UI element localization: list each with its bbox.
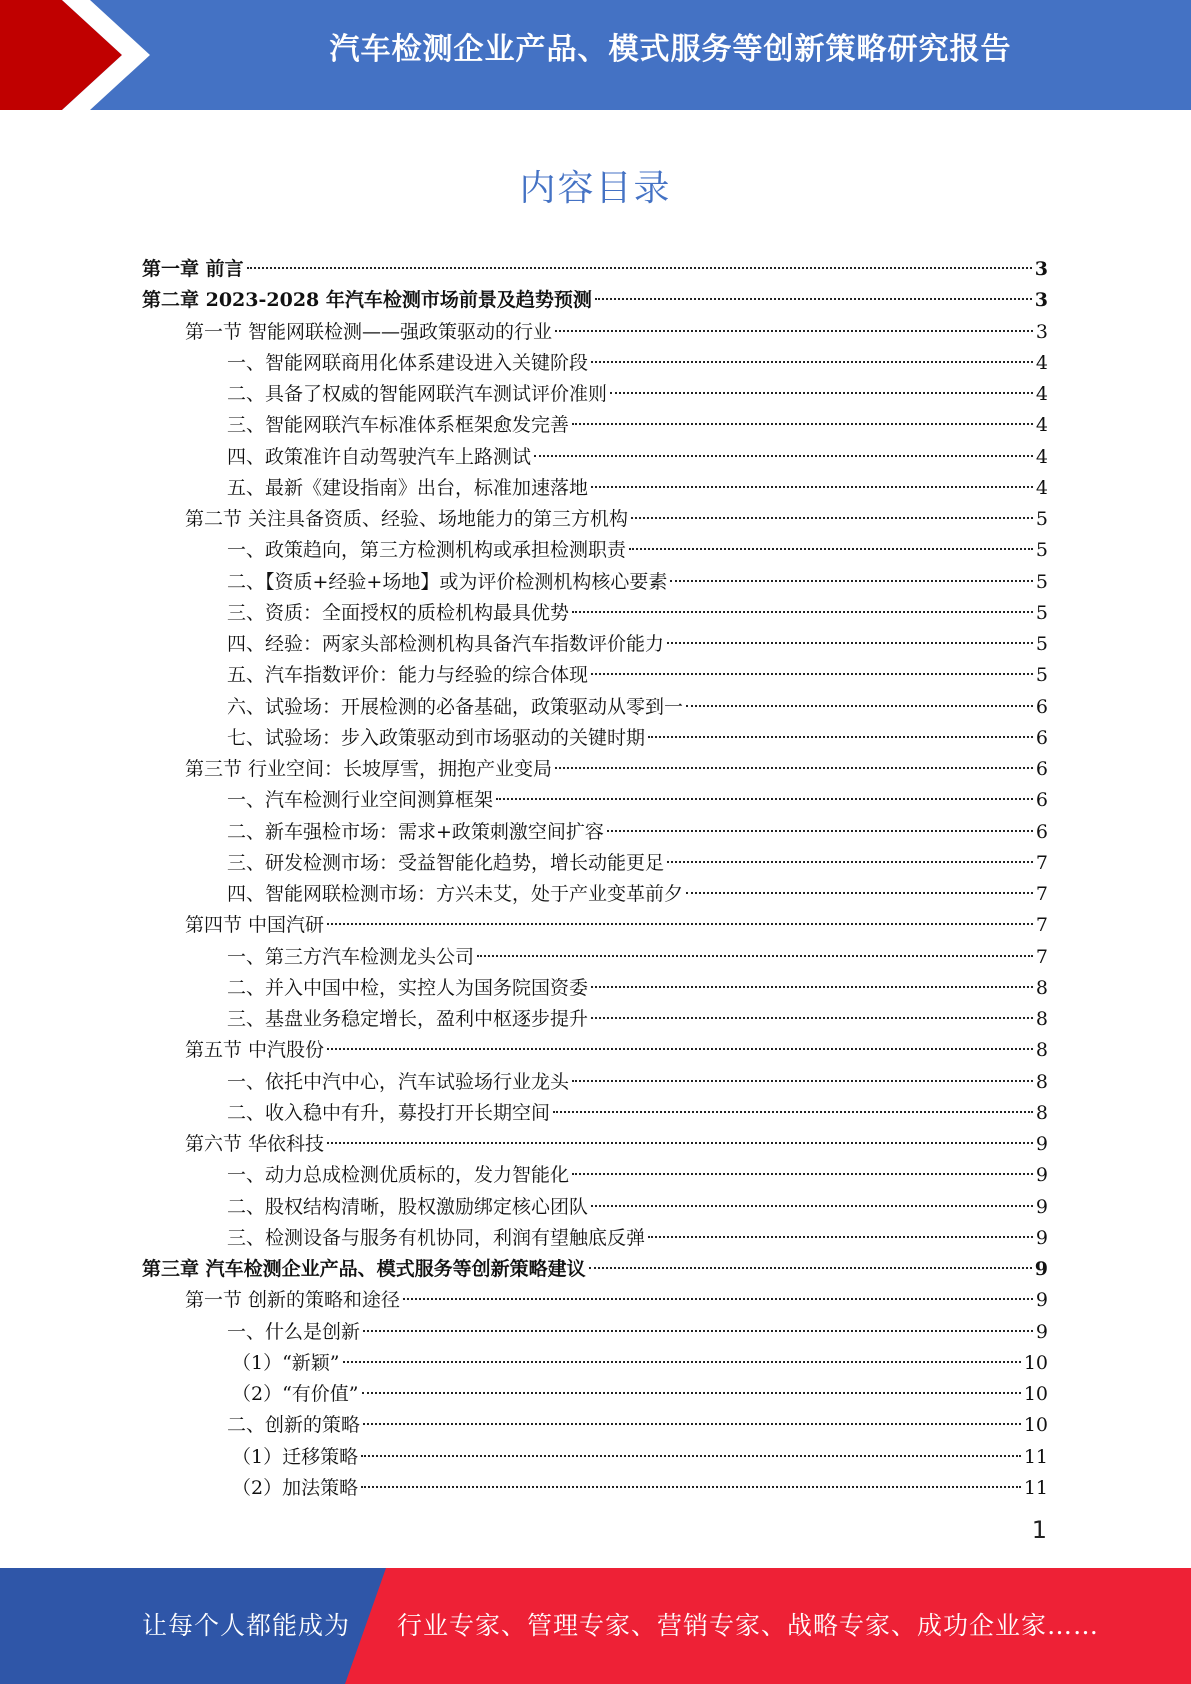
toc-entry-title: 第三节 行业空间：长坡厚雪，拥抱产业变局 [185,758,553,780]
dot-leader [648,1236,1033,1238]
toc-entry-title: （2）“有价值” [232,1383,359,1405]
toc-entry[interactable] [142,723,1048,754]
report-title: 汽车检测企业产品、模式服务等创新策略研究报告 [329,32,1012,67]
dot-leader [327,923,1033,925]
toc-entry-page: 8 [1035,1039,1048,1062]
dot-leader [572,1173,1033,1175]
dot-leader [591,986,1033,988]
toc-entry-page: 8 [1035,976,1048,999]
toc-entry-title: 四、经验：两家头部检测机构具备汽车指数评价能力 [227,633,665,655]
toc-entry-page: 5 [1035,633,1048,655]
toc-entry-title: 第四节 中国汽研 [185,914,325,937]
toc-entry-title: 第一章 前言 [142,258,244,280]
dot-leader [534,455,1033,457]
dot-leader [591,486,1033,488]
toc-entry-title: 七、试验场：步入政策驱动到市场驱动的关键时期 [227,726,646,749]
toc-entry-title: 一、政策趋向，第三方检测机构或承担检测职责 [227,539,627,562]
toc-entry-page: 8 [1035,1101,1048,1124]
toc-entry-page: 8 [1035,1008,1048,1030]
toc-entry[interactable] [142,1473,1048,1504]
toc-entry-title: 第六节 华依科技 [185,1133,325,1155]
toc-entry-page: 4 [1035,414,1048,437]
toc-entry-title: 二、具备了权威的智能网联汽车测试评价准则 [227,383,608,405]
dot-leader [363,1423,1021,1425]
dot-leader [686,892,1033,894]
toc-entry[interactable] [142,785,1048,816]
toc-list [142,254,1048,1504]
toc-entry-page: 9 [1034,1258,1048,1280]
toc-entry[interactable] [142,1223,1048,1254]
toc-entry-page: 9 [1035,1164,1048,1187]
toc-entry-title: 第五节 中汽股份 [185,1039,325,1062]
toc-entry[interactable] [142,1067,1048,1098]
dot-leader [572,423,1033,425]
toc-entry[interactable] [142,629,1048,660]
toc-entry-title: 二、【资质+经验+场地】或为评价检测机构核心要素 [227,570,668,593]
toc-entry-title: 第二节 关注具备资质、经验、场地能力的第三方机构 [185,508,629,530]
dot-leader [610,392,1033,394]
toc-entry-title: （1）“新颖” [232,1351,340,1374]
dot-leader [553,1111,1033,1113]
toc-entry-page: 5 [1035,664,1048,687]
toc-entry-page: 4 [1035,351,1048,374]
toc-entry-title: 三、资质：全面授权的质检机构最具优势 [227,601,570,624]
toc-entry-title: 三、研发检测市场：受益智能化趋势，增长动能更足 [227,851,665,874]
toc-entry[interactable] [142,1442,1048,1473]
toc-entry-page: 3 [1034,258,1048,280]
page-number: 1 [1031,1516,1047,1544]
toc-entry[interactable] [142,410,1048,441]
toc-entry-page: 4 [1035,383,1048,405]
dot-leader [496,798,1033,800]
toc-entry-title: （2）加法策略 [232,1476,359,1499]
toc-entry[interactable] [142,817,1048,848]
toc-entry[interactable] [142,598,1048,629]
dot-leader [591,1017,1033,1019]
dot-leader [361,1486,1021,1488]
toc-entry[interactable] [142,442,1048,473]
dot-leader [629,548,1033,550]
toc-entry-page: 7 [1035,914,1048,937]
dot-leader [670,580,1033,582]
toc-entry[interactable] [142,504,1048,535]
toc-entry-page: 7 [1035,945,1048,968]
toc-entry-page: 6 [1035,758,1048,780]
toc-entry[interactable] [142,692,1048,723]
chevron-logo-icon [0,0,160,110]
dot-leader [363,1330,1033,1332]
dot-leader [361,1455,1021,1457]
toc-entry-title: 一、汽车检测行业空间测算框架 [227,789,494,812]
dot-leader [667,861,1033,863]
toc-entry[interactable] [142,317,1048,348]
toc-entry-page: 6 [1035,726,1048,749]
toc-entry-page: 6 [1035,789,1048,812]
dot-leader [572,1080,1033,1082]
toc-entry[interactable] [142,910,1048,941]
toc-entry-title: 二、股权结构清晰，股权激励绑定核心团队 [227,1195,589,1218]
toc-entry-title: 五、最新《建设指南》出台，标准加速落地 [227,476,589,499]
toc-entry-title: 五、汽车指数评价：能力与经验的综合体现 [227,664,589,687]
toc-entry-title: 第二章 2023-2028 年汽车检测市场前景及趋势预测 [142,289,592,312]
toc-entry-page: 6 [1035,695,1048,718]
toc-entry-title: 三、检测设备与服务有机协同，利润有望触底反弹 [227,1226,646,1249]
toc-entry-page: 4 [1035,476,1048,499]
toc-entry[interactable] [142,1035,1048,1066]
toc-entry[interactable] [142,1317,1048,1348]
dot-leader [327,1048,1033,1050]
toc-entry-page: 10 [1023,1414,1048,1437]
toc-title: 内容目录 [519,168,672,209]
toc-entry[interactable] [142,379,1048,410]
footer-slogan-left: 让每个人都能成为 [142,1611,351,1640]
toc-entry[interactable] [142,348,1048,379]
toc-entry[interactable] [142,1285,1048,1316]
dot-leader [595,298,1032,300]
toc-entry[interactable] [142,1004,1048,1035]
toc-entry-title: 三、智能网联汽车标准体系框架愈发完善 [227,414,570,437]
toc-entry[interactable] [142,973,1048,1004]
toc-entry[interactable] [142,1098,1048,1129]
toc-entry[interactable] [142,754,1048,785]
dot-leader [591,361,1033,363]
dot-leader [343,1361,1021,1363]
toc-entry-title: 一、智能网联商用化体系建设进入关键阶段 [227,351,589,374]
toc-entry[interactable] [142,473,1048,504]
toc-entry[interactable] [142,879,1048,910]
dot-leader [591,673,1033,675]
dot-leader [362,1392,1021,1394]
dot-leader [247,267,1032,269]
toc-entry-title: 六、试验场：开展检测的必备基础，政策驱动从零到一 [227,695,684,718]
toc-entry[interactable] [142,1254,1048,1285]
toc-entry-page: 5 [1035,508,1048,530]
toc-entry-title: 第一节 智能网联检测——强政策驱动的行业 [185,320,553,343]
dot-leader [555,767,1033,769]
toc-entry-title: 一、第三方汽车检测龙头公司 [227,945,475,968]
toc-entry-title: 一、动力总成检测优质标的，发力智能化 [227,1164,570,1187]
dot-leader [327,1142,1033,1144]
toc-entry-title: （1）迁移策略 [232,1445,359,1468]
footer-slogan-right: 行业专家、管理专家、营销专家、战略专家、成功企业家…… [397,1611,1100,1640]
dot-leader [591,1205,1033,1207]
toc-entry-page: 9 [1035,1320,1048,1343]
toc-entry-page: 5 [1035,539,1048,562]
footer-banner [0,1568,1191,1684]
toc-entry-page: 11 [1023,1476,1048,1499]
toc-entry-page: 7 [1035,883,1048,905]
toc-entry-title: 第一节 创新的策略和途径 [185,1289,401,1312]
toc-entry-page: 6 [1035,820,1048,843]
toc-entry[interactable] [142,1192,1048,1223]
dot-leader [686,705,1033,707]
toc-entry-page: 4 [1035,445,1048,468]
dot-leader [648,736,1033,738]
toc-entry-page: 9 [1035,1289,1048,1312]
toc-entry[interactable] [142,1379,1048,1410]
toc-entry-page: 9 [1035,1226,1048,1249]
toc-entry-title: 四、政策准许自动驾驶汽车上路测试 [227,445,532,468]
toc-entry[interactable] [142,1129,1048,1160]
toc-entry-page: 11 [1023,1445,1048,1468]
toc-entry-title: 二、并入中国中检，实控人为国务院国资委 [227,976,589,999]
toc-entry-title: 二、创新的策略 [227,1414,361,1437]
toc-entry-title: 二、新车强检市场：需求+政策刺激空间扩容 [227,820,604,843]
toc-entry[interactable] [142,535,1048,566]
toc-entry-title: 第三章 汽车检测企业产品、模式服务等创新策略建议 [142,1258,586,1280]
toc-entry[interactable] [142,942,1048,973]
dot-leader [572,611,1033,613]
toc-entry-page: 5 [1035,601,1048,624]
toc-entry-title: 四、智能网联检测市场：方兴未艾，处于产业变革前夕 [227,883,684,905]
dot-leader [555,330,1033,332]
toc-entry[interactable] [142,285,1048,316]
toc-entry-title: 一、什么是创新 [227,1320,361,1343]
header-banner [0,0,1191,110]
dot-leader [607,830,1033,832]
toc-entry-page: 3 [1035,320,1048,343]
toc-entry[interactable] [142,848,1048,879]
toc-entry-page: 9 [1035,1133,1048,1155]
toc-entry[interactable] [142,567,1048,598]
dot-leader [403,1298,1033,1300]
toc-entry-title: 三、基盘业务稳定增长，盈利中枢逐步提升 [227,1008,589,1030]
dot-leader [667,642,1033,644]
toc-entry-title: 二、收入稳中有升，募投打开长期空间 [227,1101,551,1124]
dot-leader [477,955,1033,957]
dot-leader [589,1267,1032,1269]
toc-entry-page: 5 [1035,570,1048,593]
dot-leader [631,517,1033,519]
toc-entry[interactable] [142,1160,1048,1191]
toc-entry-page: 3 [1034,289,1048,312]
toc-entry[interactable] [142,1410,1048,1441]
toc-entry[interactable] [142,1348,1048,1379]
toc-entry-page: 10 [1023,1383,1048,1405]
toc-entry-page: 7 [1035,851,1048,874]
toc-entry[interactable] [142,660,1048,691]
toc-entry-page: 8 [1035,1070,1048,1093]
toc-entry-page: 9 [1035,1195,1048,1218]
toc-entry-title: 一、依托中汽中心，汽车试验场行业龙头 [227,1070,570,1093]
toc-entry-page: 10 [1023,1351,1048,1374]
toc-entry[interactable] [142,254,1048,285]
